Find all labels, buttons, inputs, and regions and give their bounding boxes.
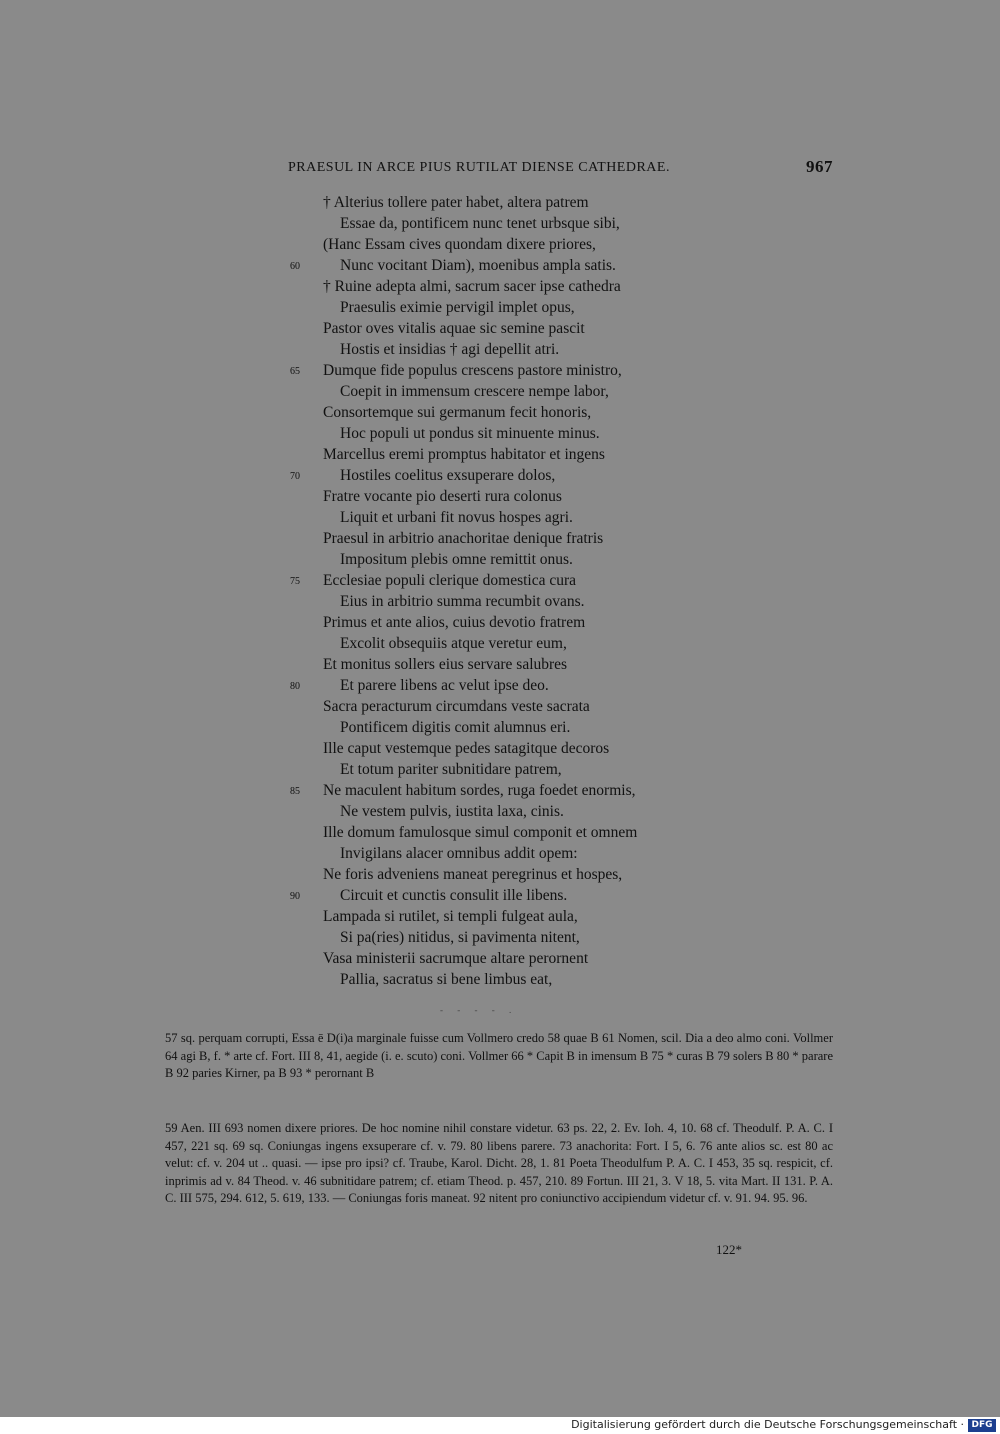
verse-text: Invigilans alacer omnibus addit opem: (340, 845, 578, 862)
verse-text: Hostiles coelitus exsuperare dolos, (340, 467, 556, 484)
verse-text: Primus et ante alios, cuius devotio fratrem (323, 614, 586, 631)
running-head (288, 157, 833, 179)
verse-line (290, 318, 750, 339)
line-number: 60 (290, 261, 300, 272)
footer-bar (0, 1417, 1000, 1434)
verse-text: Pastor oves vitalis aquae sic semine pascit (323, 320, 585, 337)
verse-line (290, 864, 750, 885)
verse-text: Si pa(ries) nitidus, si pavimenta nitent, (340, 929, 580, 946)
verse-line (290, 927, 750, 948)
verse-line (290, 255, 750, 276)
verse-text: † Ruine adepta almi, sacrum sacer ipse cathedra (323, 278, 621, 295)
verse-text: Marcellus eremi promptus habitator et ingens (323, 446, 605, 463)
verse-text: Fratre vocante pio deserti rura colonus (323, 488, 562, 505)
verse-text: Lampada si rutilet, si templi fulgeat aula, (323, 908, 578, 925)
dfg-logo[interactable]: DFG (968, 1419, 996, 1432)
funding-notice: Digitalisierung gefördert durch die Deutsche Forschungsgemeinschaft · (571, 1418, 964, 1431)
running-title: PRAESUL IN ARCE PIUS RUTILAT DIENSE CATHEDRAE. (288, 160, 670, 175)
verse-text: Praesulis eximie pervigil implet opus, (340, 299, 575, 316)
line-number: 80 (290, 681, 300, 692)
verse-line (290, 969, 750, 990)
verse-text: Circuit et cunctis consulit ille libens. (340, 887, 568, 904)
verse-line (290, 549, 750, 570)
verse-line (290, 276, 750, 297)
page-number: 967 (806, 157, 833, 176)
verse-line (290, 528, 750, 549)
apparatus-fontium: 59 Aen. III 693 nomen dixere priores. De hoc nomine nihil constare videtur. 63 ps. 22, 2. Ev. Ioh. 4, 10. 68 cf. Theodulf. P. A. C. I 457, 221 sq. 69 sq. Coniungas ingens exsuperare cf. v. 79. 80 libens parere. 73 anachorita: Fort. I 5, 6. 76 ante alios sc. est 80 ac velut: cf. v. 204 ut .. quasi. — ipse pro ipsi? cf. Traube, Karol. Dicht. 28, 1. 81 Poeta Theodulfum P. A. C. I 453, 35 sq. respicit, cf. inprimis ad v. 84 Theod. v. 46 subnitidare patrem; cf. etiam Theod. p. 457, 210. 89 Fortun. III 21, 3. V 18, 5. vita Mart. II 131. P. A. C. III 575, 294. 612, 5. 619, 133. — Coniungas foris maneat. 92 nitent pro coniunctivo accipiendum videtur cf. v. 91. 94. 95. 96. (165, 1121, 833, 1205)
verse-line (290, 633, 750, 654)
verse-line (290, 675, 750, 696)
verse-text: Nunc vocitant Diam), moenibus ampla satis. (340, 257, 616, 274)
verse-text: Impositum plebis omne remittit onus. (340, 551, 573, 568)
verse-text: Ille domum famulosque simul componit et omnem (323, 824, 638, 841)
verse-line (290, 612, 750, 633)
verse-text: Essae da, pontificem nunc tenet urbsque sibi, (340, 215, 620, 232)
verse-line (290, 738, 750, 759)
verse-line (290, 801, 750, 822)
verse-text: Pontificem digitis comit alumnus eri. (340, 719, 571, 736)
verse-line (290, 213, 750, 234)
verse-text: Consortemque sui germanum fecit honoris, (323, 404, 592, 421)
verse-line (290, 591, 750, 612)
verse-line (290, 717, 750, 738)
verse-line (290, 360, 750, 381)
verse-line (290, 486, 750, 507)
verse-text: Hostis et insidias † agi depellit atri. (340, 341, 560, 358)
verse-line (290, 885, 750, 906)
verse-text: Ne foris adveniens maneat peregrinus et hospes, (323, 866, 623, 883)
verse-text: Vasa ministerii sacrumque altare perornent (323, 950, 589, 967)
verse-text: Excolit obsequiis atque veretur eum, (340, 635, 567, 652)
verse-text: Dumque fide populus crescens pastore ministro, (323, 362, 622, 379)
verse-text: Et parere libens ac velut ipse deo. (340, 677, 549, 694)
verse-text: Pallia, sacratus si bene limbus eat, (340, 971, 553, 988)
verse-line (290, 570, 750, 591)
verse-text: (Hanc Essam cives quondam dixere priores, (323, 236, 596, 253)
verse-line (290, 234, 750, 255)
verse-text: Ille caput vestemque pedes satagitque decoros (323, 740, 610, 757)
verse-line (290, 822, 750, 843)
verse-text: Coepit in immensum crescere nempe labor, (340, 383, 609, 400)
verse-text: Sacra peracturum circumdans veste sacrata (323, 698, 590, 715)
verse-text: Praesul in arbitrio anachoritae denique fratris (323, 530, 604, 547)
verse-line (290, 423, 750, 444)
verse-text: Ne vestem pulvis, iustita laxa, cinis. (340, 803, 564, 820)
verse-text: Hoc populi ut pondus sit minuente minus. (340, 425, 600, 442)
verse-text: Ne maculent habitum sordes, ruga foedet enormis, (323, 782, 636, 799)
poem-text (290, 192, 750, 990)
verse-text: Liquit et urbani fit novus hospes agri. (340, 509, 573, 526)
verse-line (290, 906, 750, 927)
verse-text: † Alterius tollere pater habet, altera patrem (323, 194, 589, 211)
verse-line (290, 402, 750, 423)
verse-line (290, 297, 750, 318)
verse-text: Et totum pariter subnitidare patrem, (340, 761, 562, 778)
verse-text: Eius in arbitrio summa recumbit ovans. (340, 593, 585, 610)
verse-line (290, 507, 750, 528)
verse-line (290, 381, 750, 402)
verse-text: Et monitus sollers eius servare salubres (323, 656, 568, 673)
line-number: 75 (290, 576, 300, 587)
verse-line (290, 843, 750, 864)
line-number: 85 (290, 786, 300, 797)
line-number: 70 (290, 471, 300, 482)
verse-line (290, 948, 750, 969)
signature-mark: 122* (716, 1242, 742, 1257)
verse-line (290, 780, 750, 801)
line-number: 90 (290, 891, 300, 902)
verse-line (290, 759, 750, 780)
section-ornament: - - - - . (440, 1005, 518, 1015)
verse-line (290, 465, 750, 486)
verse-text: Ecclesiae populi clerique domestica cura (323, 572, 577, 589)
verse-line (290, 696, 750, 717)
verse-line (290, 654, 750, 675)
verse-line (290, 444, 750, 465)
line-number: 65 (290, 366, 300, 377)
apparatus-criticus: 57 sq. perquam corrupti, Essa ē D(i)a marginale fuisse cum Vollmero credo 58 quae B 61 Nomen, scil. Dia a deo almo coni. Vollmer 64 agi B, f. * arte cf. Fort. III 8, 41, aegide (i. e. scuto) coni. Vollmer 66 * Capit B in imensum B 75 * curas B 79 solers B 80 * parare B 92 paries Kirner, pa B 93 * perornant B (165, 1031, 833, 1080)
verse-line (290, 339, 750, 360)
verse-line (290, 192, 750, 213)
